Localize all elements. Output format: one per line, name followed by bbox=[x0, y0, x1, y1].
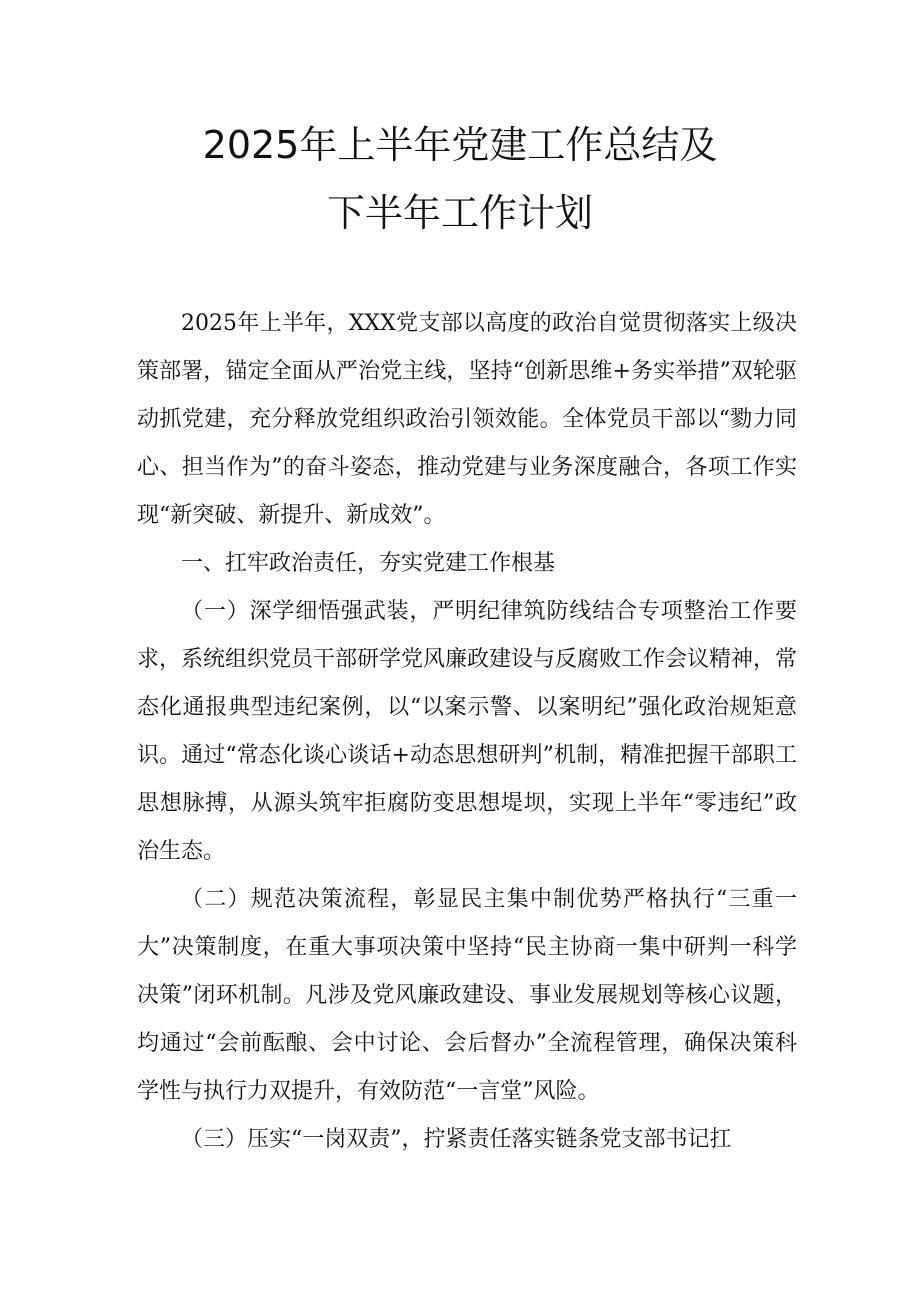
section-heading-1: 一、扛牢政治责任，夯实党建工作根基 bbox=[181, 551, 556, 576]
document-title-line-2: 下半年工作计划 bbox=[326, 191, 593, 235]
subsection-2-block bbox=[137, 876, 797, 1116]
subsection-2-paragraph: （二）规范决策流程，彰显民主集中制优势严格执行“三重一大”决策制度，在重大事项决策中坚持“民主协商一集中研判一科学决策”闭环机制。凡涉及党风廉政建设、事业发展规划等核心议题，均通过“会前酝酿、会中讨论、会后督办”全流程管理，确保决策科学性与执行力双提升，有效防范“一言堂”风险。 bbox=[137, 887, 797, 1104]
subsection-3-block bbox=[137, 1116, 797, 1164]
subsection-1-block bbox=[137, 588, 797, 876]
document-title-line-1: 2025年上半年党建工作总结及 bbox=[202, 123, 718, 167]
subsection-3-paragraph: （三）压实“一岗双责”，拧紧责任落实链条党支部书记扛 bbox=[181, 1127, 732, 1152]
intro-paragraph: 2025年上半年，XXX党支部以高度的政治自觉贯彻落实上级决策部署，锚定全面从严治党主线，坚持“创新思维+务实举措”双轮驱动抓党建，充分释放党组织政治引领效能。全体党员干部以“勠力同心、担当作为”的奋斗姿态，推动党建与业务深度融合，各项工作实现“新突破、新提升、新成效”。 bbox=[137, 311, 797, 528]
intro-paragraph-block bbox=[137, 300, 797, 540]
subsection-1-paragraph: （一）深学细悟强武装，严明纪律筑防线结合专项整治工作要求，系统组织党员干部研学党风廉政建设与反腐败工作会议精神，常态化通报典型违纪案例，以“以案示警、以案明纪”强化政治规矩意识。通过“常态化谈心谈话+动态思想研判”机制，精准把握干部职工思想脉搏，从源头筑牢拒腐防变思想堤坝，实现上半年“零违纪”政治生态。 bbox=[137, 599, 798, 864]
section-heading-block bbox=[137, 540, 797, 588]
